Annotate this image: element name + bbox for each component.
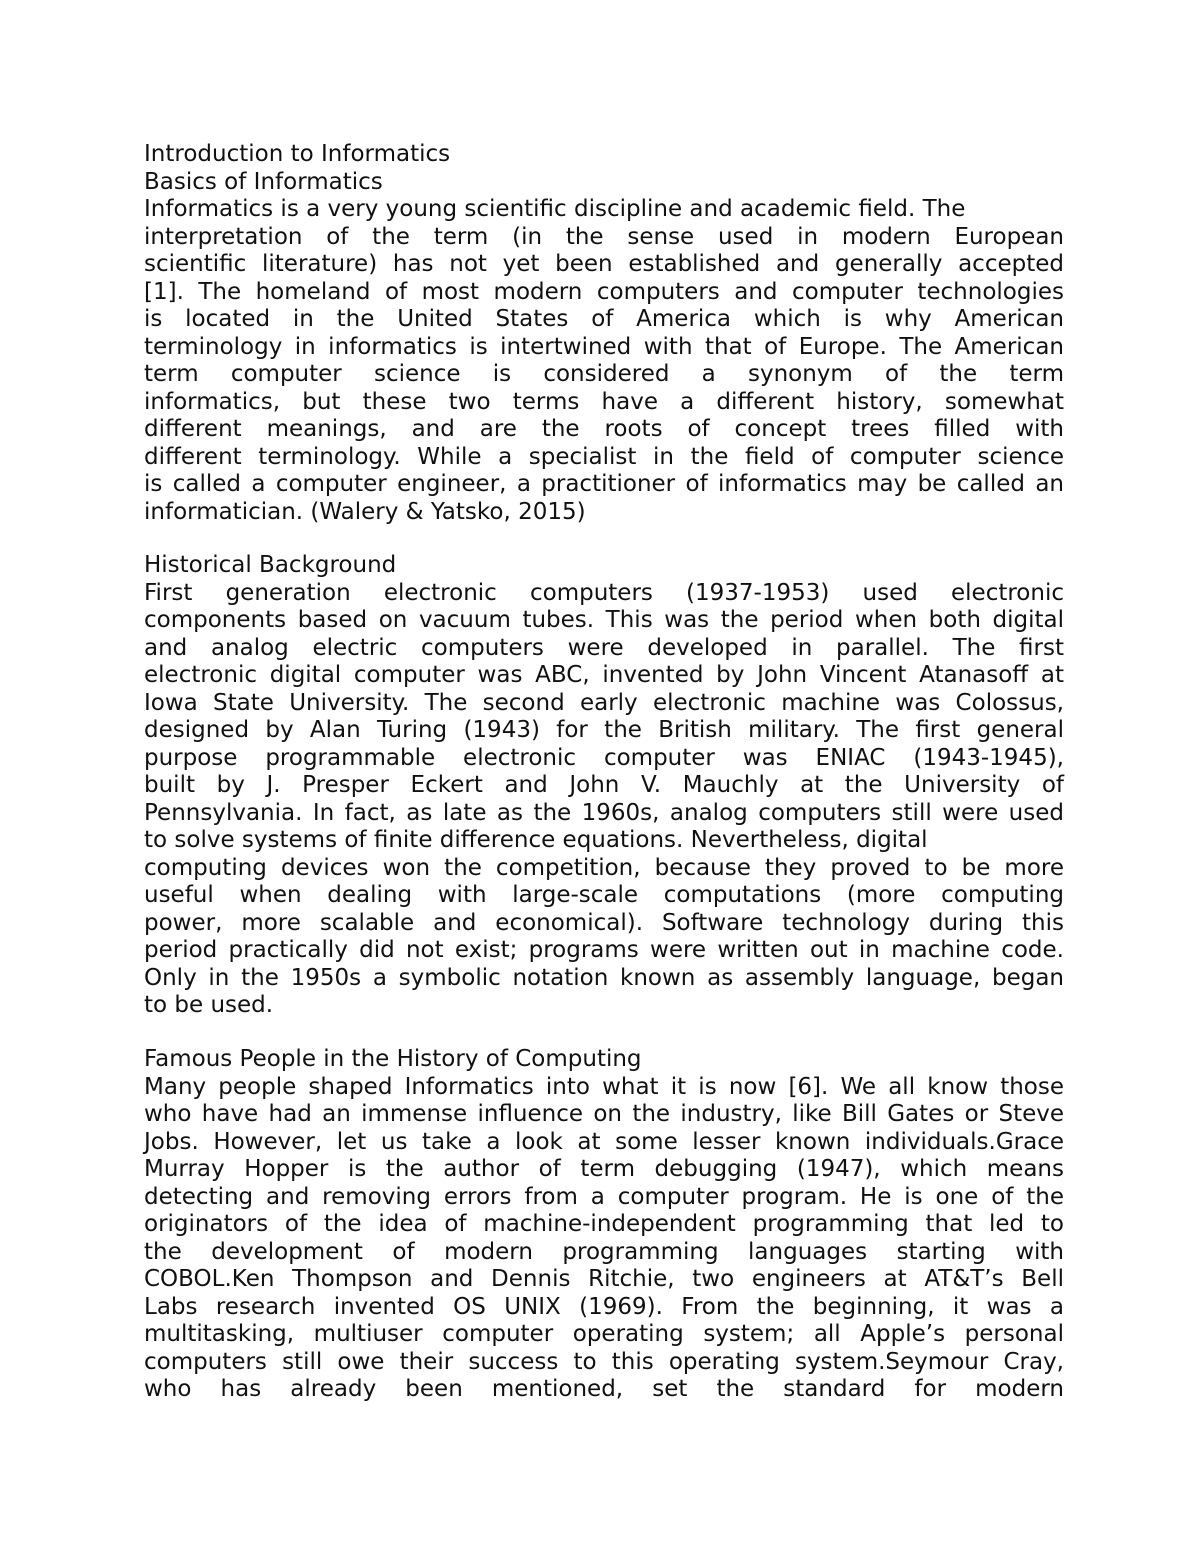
section-body bbox=[144, 1074, 1064, 1404]
section-heading: Basics of Informatics bbox=[144, 168, 383, 195]
body-line: multitasking, multiuser computer operating system; all Apple’s personal bbox=[144, 1321, 1064, 1347]
section-body bbox=[144, 196, 1064, 526]
body-line: Many people shaped Informatics into what it is now [6]. We all know those bbox=[144, 1073, 1064, 1100]
body-line: to be used. bbox=[144, 992, 274, 1018]
section-historical-background bbox=[144, 552, 1064, 1020]
body-line: [1]. The homeland of most modern computers and computer technologies bbox=[144, 278, 1064, 305]
body-line: components based on vacuum tubes. This was the period when both digital bbox=[144, 607, 1064, 633]
body-line: and analog electric computers were developed in parallel. The first bbox=[144, 634, 1064, 661]
body-line: detecting and removing errors from a computer program. He is one of the bbox=[144, 1183, 1064, 1210]
body-line: useful when dealing with large-scale computations (more computing bbox=[144, 882, 1064, 908]
body-line: period practically did not exist; programs were written out in machine code. bbox=[144, 937, 1064, 963]
body-line: Pennsylvania. In fact, as late as the 1960s, analog computers still were used bbox=[144, 799, 1064, 826]
body-line: computing devices won the competition, because they proved to be more bbox=[144, 854, 1064, 881]
body-line: COBOL.Ken Thompson and Dennis Ritchie, two engineers at AT&T’s Bell bbox=[144, 1266, 1064, 1292]
body-line: scientific literature) has not yet been established and generally accepted bbox=[144, 251, 1064, 277]
body-line: purpose programmable electronic computer was ENIAC (1943-1945), bbox=[144, 744, 1064, 771]
body-line: interpretation of the term (in the sense used in modern European bbox=[144, 223, 1064, 250]
body-line: Only in the 1950s a symbolic notation known as assembly language, began bbox=[144, 964, 1064, 991]
body-line: Labs research invented OS UNIX (1969). From the beginning, it was a bbox=[144, 1293, 1064, 1320]
body-line: terminology in informatics is intertwined with that of Europe. The American bbox=[144, 333, 1064, 360]
body-line: First generation electronic computers (1937-1953) used electronic bbox=[144, 579, 1064, 606]
body-line: is located in the United States of America which is why American bbox=[144, 306, 1064, 332]
body-line: designed by Alan Turing (1943) for the British military. The first general bbox=[144, 717, 1064, 743]
section-basics bbox=[144, 141, 1064, 526]
section-famous-people bbox=[144, 1046, 1064, 1404]
body-line: informatics, but these two terms have a different history, somewhat bbox=[144, 388, 1064, 415]
document-title: Introduction to Informatics bbox=[144, 141, 451, 167]
section-body bbox=[144, 580, 1064, 1020]
body-line: different terminology. While a specialist in the field of computer science bbox=[144, 443, 1064, 470]
body-line: Iowa State University. The second early electronic machine was Colossus, bbox=[144, 689, 1064, 716]
body-line: informatician. (Walery & Yatsko, 2015) bbox=[144, 498, 586, 525]
body-line: Informatics is a very young scientific discipline and academic field. The bbox=[144, 196, 966, 222]
body-line: Murray Hopper is the author of term debugging (1947), which means bbox=[144, 1156, 1064, 1182]
body-line: computers still owe their success to this operating system.Seymour Cray, bbox=[144, 1348, 1064, 1375]
body-line: electronic digital computer was ABC, invented by John Vincent Atanasoff at bbox=[144, 662, 1064, 688]
body-line: who have had an immense influence on the industry, like Bill Gates or Steve bbox=[144, 1101, 1064, 1127]
section-heading: Famous People in the History of Computing bbox=[144, 1046, 642, 1072]
section-heading: Historical Background bbox=[144, 552, 397, 578]
body-line: is called a computer engineer, a practitioner of informatics may be called an bbox=[144, 471, 1064, 497]
body-line: term computer science is considered a synonym of the term bbox=[144, 361, 1064, 387]
body-line: the development of modern programming languages starting with bbox=[144, 1238, 1064, 1265]
body-line: built by J. Presper Eckert and John V. Mauchly at the University of bbox=[144, 772, 1064, 798]
body-line: who has already been mentioned, set the standard for modern bbox=[144, 1376, 1064, 1402]
body-line: originators of the idea of machine-independent programming that led to bbox=[144, 1211, 1064, 1237]
body-line: to solve systems of finite difference equations. Nevertheless, digital bbox=[144, 827, 928, 853]
body-line: different meanings, and are the roots of concept trees filled with bbox=[144, 416, 1064, 442]
body-line: Jobs. However, let us take a look at some lesser known individuals.Grace bbox=[144, 1128, 1064, 1155]
body-line: power, more scalable and economical). Software technology during this bbox=[144, 909, 1064, 936]
